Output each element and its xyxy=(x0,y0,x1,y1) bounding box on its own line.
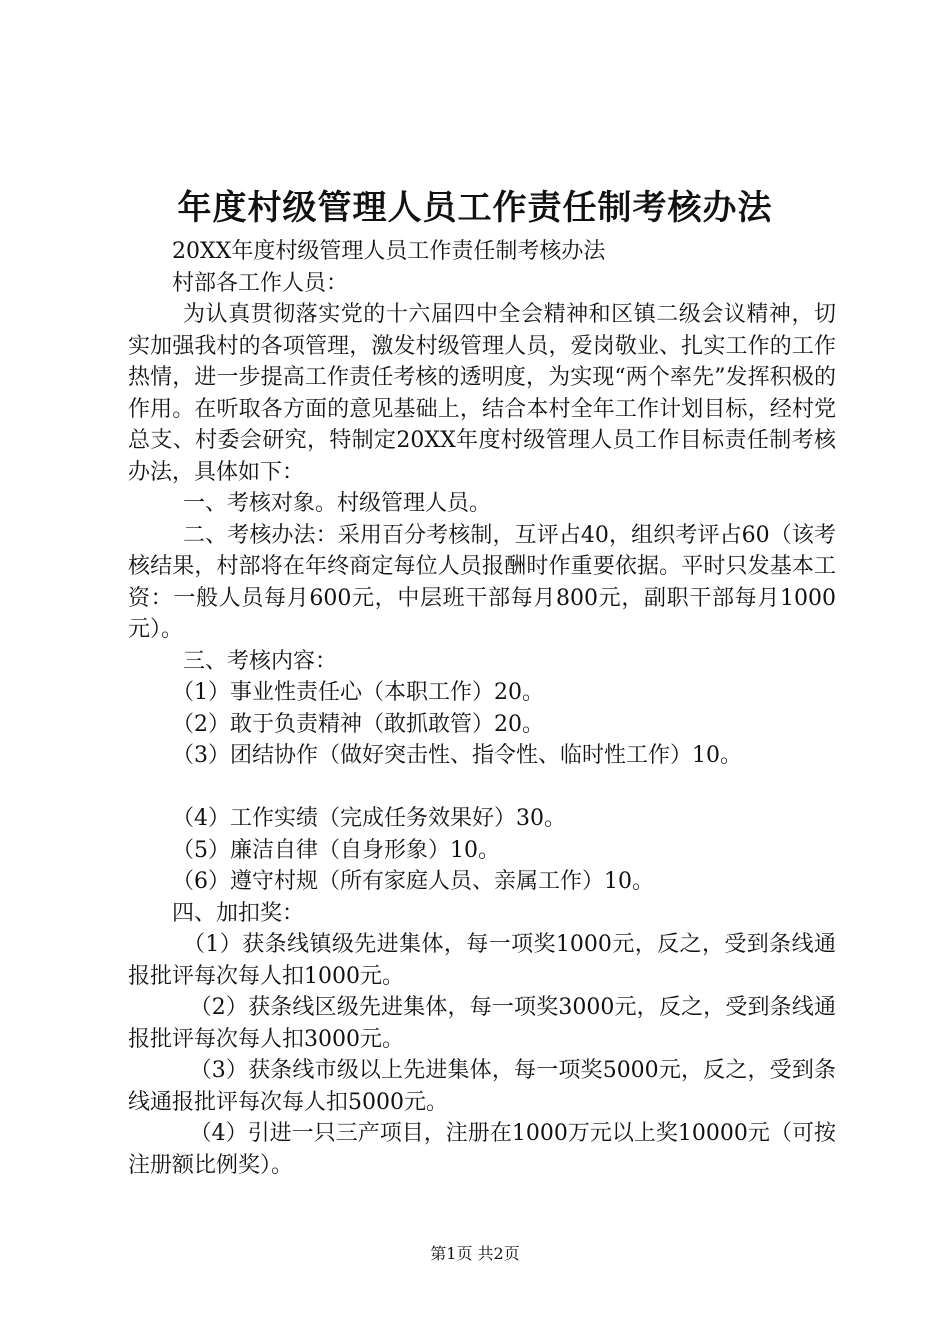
section-4-heading: 四、加扣奖： xyxy=(172,900,305,926)
content-item-5: （5）廉洁自律（自身形象）10。 xyxy=(172,837,500,863)
section-3-heading: 三、考核内容： xyxy=(183,648,338,674)
document-title: 年度村级管理人员工作责任制考核办法 xyxy=(177,188,773,228)
subtitle-paragraph: 20XX年度村级管理人员工作责任制考核办法 xyxy=(172,239,606,264)
blank-line xyxy=(128,772,836,804)
content-item-4: （4）工作实绩（完成任务效果好）30。 xyxy=(172,806,566,831)
content-item-2: （2）敢于负责精神（敢抓敢管）20。 xyxy=(172,711,544,737)
document-body xyxy=(128,236,836,1181)
reward-item-3: （3）获条线市级以上先进集体，每一项奖5000元，反之，受到条线通报批评每次每人扣5000元。 xyxy=(128,1058,836,1115)
salutation-paragraph: 村部各工作人员： xyxy=(172,270,349,296)
content-item-3: （3）团结协作（做好突击性、指令性、临时性工作）10。 xyxy=(172,743,742,768)
intro-paragraph: 为认真贯彻落实党的十六届四中全会精神和区镇二级会议精神，切实加强我村的各项管理，激发村级管理人员，爱岗敬业、扎实工作的工作热情，进一步提高工作责任考核的透明度，为实现“两个率先”发挥积极的作用。在听取各方面的意见基础上，结合本村全年工作计划目标，经村党总支、村委会研究，特制定20XX年度村级管理人员工作目标责任制考核办法，具体如下： xyxy=(128,302,836,485)
content-item-6: （6）遵守村规（所有家庭人员、亲属工作）10。 xyxy=(172,869,654,894)
reward-item-1: （1）获条线镇级先进集体，每一项奖1000元，反之，受到条线通报批评每次每人扣1000元。 xyxy=(128,932,836,989)
page-footer: 第1页 共2页 xyxy=(430,1244,520,1263)
reward-item-4: （4）引进一只三产项目，注册在1000万元以上奖10000元（可按注册额比例奖）。 xyxy=(128,1121,836,1178)
content-item-1: （1）事业性责任心（本职工作）20。 xyxy=(172,680,544,705)
section-2-paragraph: 二、考核办法：采用百分考核制，互评占40，组织考评占60（该考核结果，村部将在年终商定每位人员报酬时作重要依据。平时只发基本工资：一般人员每月600元，中层班干部每月800元，副职干部每月1000元）。 xyxy=(128,522,836,642)
reward-item-2: （2）获条线区级先进集体，每一项奖3000元，反之，受到条线通报批评每次每人扣3000元。 xyxy=(128,995,836,1052)
section-1-paragraph: 一、考核对象。村级管理人员。 xyxy=(183,491,492,516)
